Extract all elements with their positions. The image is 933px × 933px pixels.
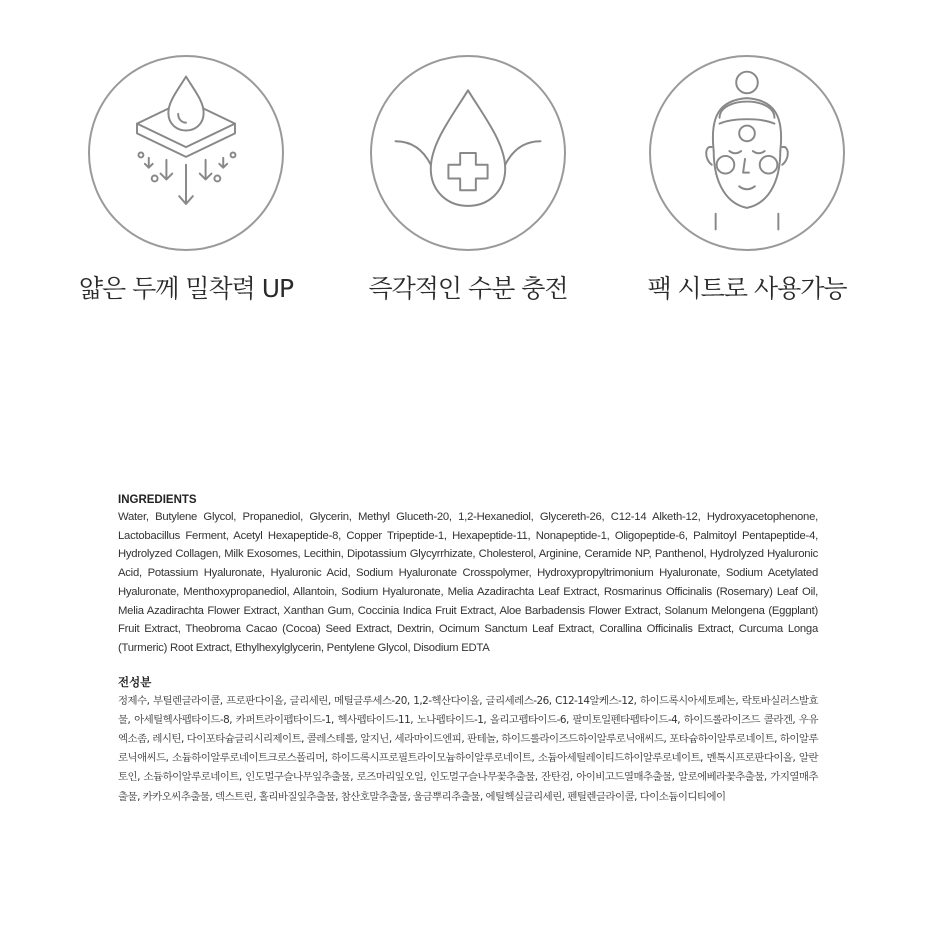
face-mask-icon <box>651 57 843 249</box>
feature-circle <box>370 55 566 251</box>
ingredients-section <box>118 494 818 807</box>
ingredients-text-ko: 정제수, 부틸렌글라이콜, 프로판다이올, 글리세린, 메틸글루세스-20, 1,2-헥산다이올, 글리세레스-26, C12-14알케스-12, 하이드록시아세토페논, 락토바실러스발효물, 아세틸헥사펩타이드-8, 카퍼트라이펩타이드-1, 헥사펩타이드-11, 노나펩타이드-1, 올리고펩타이드-6, 팔미토일펜타펩타이드-4, 하이드롤라이즈드 콜라겐, 우유엑소좀, 레시틴, 다이포타슘글리시리제이트, 콜레스테롤, 알지닌, 세라마이드엔피, 판테놀, 하이드롤라이즈드하이알루로닉애씨드, 포타슘하이알루로네이트, 하이알루로닉애씨드, 소듐하이알루로네이트크로스폴리머, 하이드록시프로필트라이모늄하이알루로네이트, 소듐아세틸레이티드하이알루로네이트, 멘톡시프로판다이올, 알란토인, 소듐하이알루로네이트, 인도멀구슬나무잎추출물, 로즈마리잎오일, 인도멀구슬나무꽃추출물, 잔탄검, 아이비고드열매추출물, 알로에베라꽃추출물, 가지열매추출물, 카카오씨추출물, 덱스트린, 홀리바질잎추출물, 참산호말추출물, 울금뿌리추출물, 에틸헥실글리세린, 펜틸렌글라이콜, 다이소듐이디티에이 <box>118 694 818 803</box>
ingredients-title-ko: 전성분 <box>118 676 152 689</box>
feature-thin-adhesion <box>71 55 301 305</box>
feature-caption: 즉각적인 수분 충전 <box>368 274 568 303</box>
feature-instant-hydration <box>353 55 583 305</box>
feature-caption: 얇은 두께 밀착력 UP <box>78 274 294 303</box>
ingredients-title-en: INGREDIENTS <box>118 494 197 506</box>
droplet-layers-icon <box>90 57 282 249</box>
feature-caption: 팩 시트로 사용가능 <box>647 274 847 303</box>
feature-pack-sheet <box>632 55 862 305</box>
ingredients-text-en: Water, Butylene Glycol, Propanediol, Glycerin, Methyl Gluceth-20, 1,2-Hexanediol, Glycereth-26, C12-14 Alketh-12, Hydroxyacetophenone, Lactobacillus Ferment, Acetyl Hexapeptide-8, Copper Tripeptide-1, Hexapeptide-11, Nonapeptide-1, Oligopeptide-6, Palmitoyl Pentapeptide-4, Hydrolyzed Collagen, Milk Exosomes, Lecithin, Dipotassium Glycyrrhizate, Cholesterol, Arginine, Ceramide NP, Panthenol, Hydrolyzed Hyaluronic Acid, Potassium Hyaluronate, Hyaluronic Acid, Sodium Hyaluronate Crosspolymer, Hydroxypropyltrimonium Hyaluronate, Sodium Acetylated Hyaluronate, Menthoxypropanediol, Allantoin, Sodium Hyaluronate, Melia Azadirachta Leaf Extract, Rosmarinus Officinalis (Rosemary) Leaf Oil, Melia Azadirachta Flower Extract, Xanthan Gum, Coccinia Indica Fruit Extract, Aloe Barbadensis Flower Extract, Solanum Melongena (Eggplant) Fruit Extract, Theobroma Cacao (Cocoa) Seed Extract, Dextrin, Ocimum Sanctum Leaf Extract, Corallina Officinalis Extract, Curcuma Longa (Turmeric) Root Extract, Ethylhexylglycerin, Pentylene Glycol, Disodium EDTA <box>118 511 818 654</box>
feature-circle <box>88 55 284 251</box>
droplet-cross-icon <box>372 57 564 249</box>
feature-circle <box>649 55 845 251</box>
